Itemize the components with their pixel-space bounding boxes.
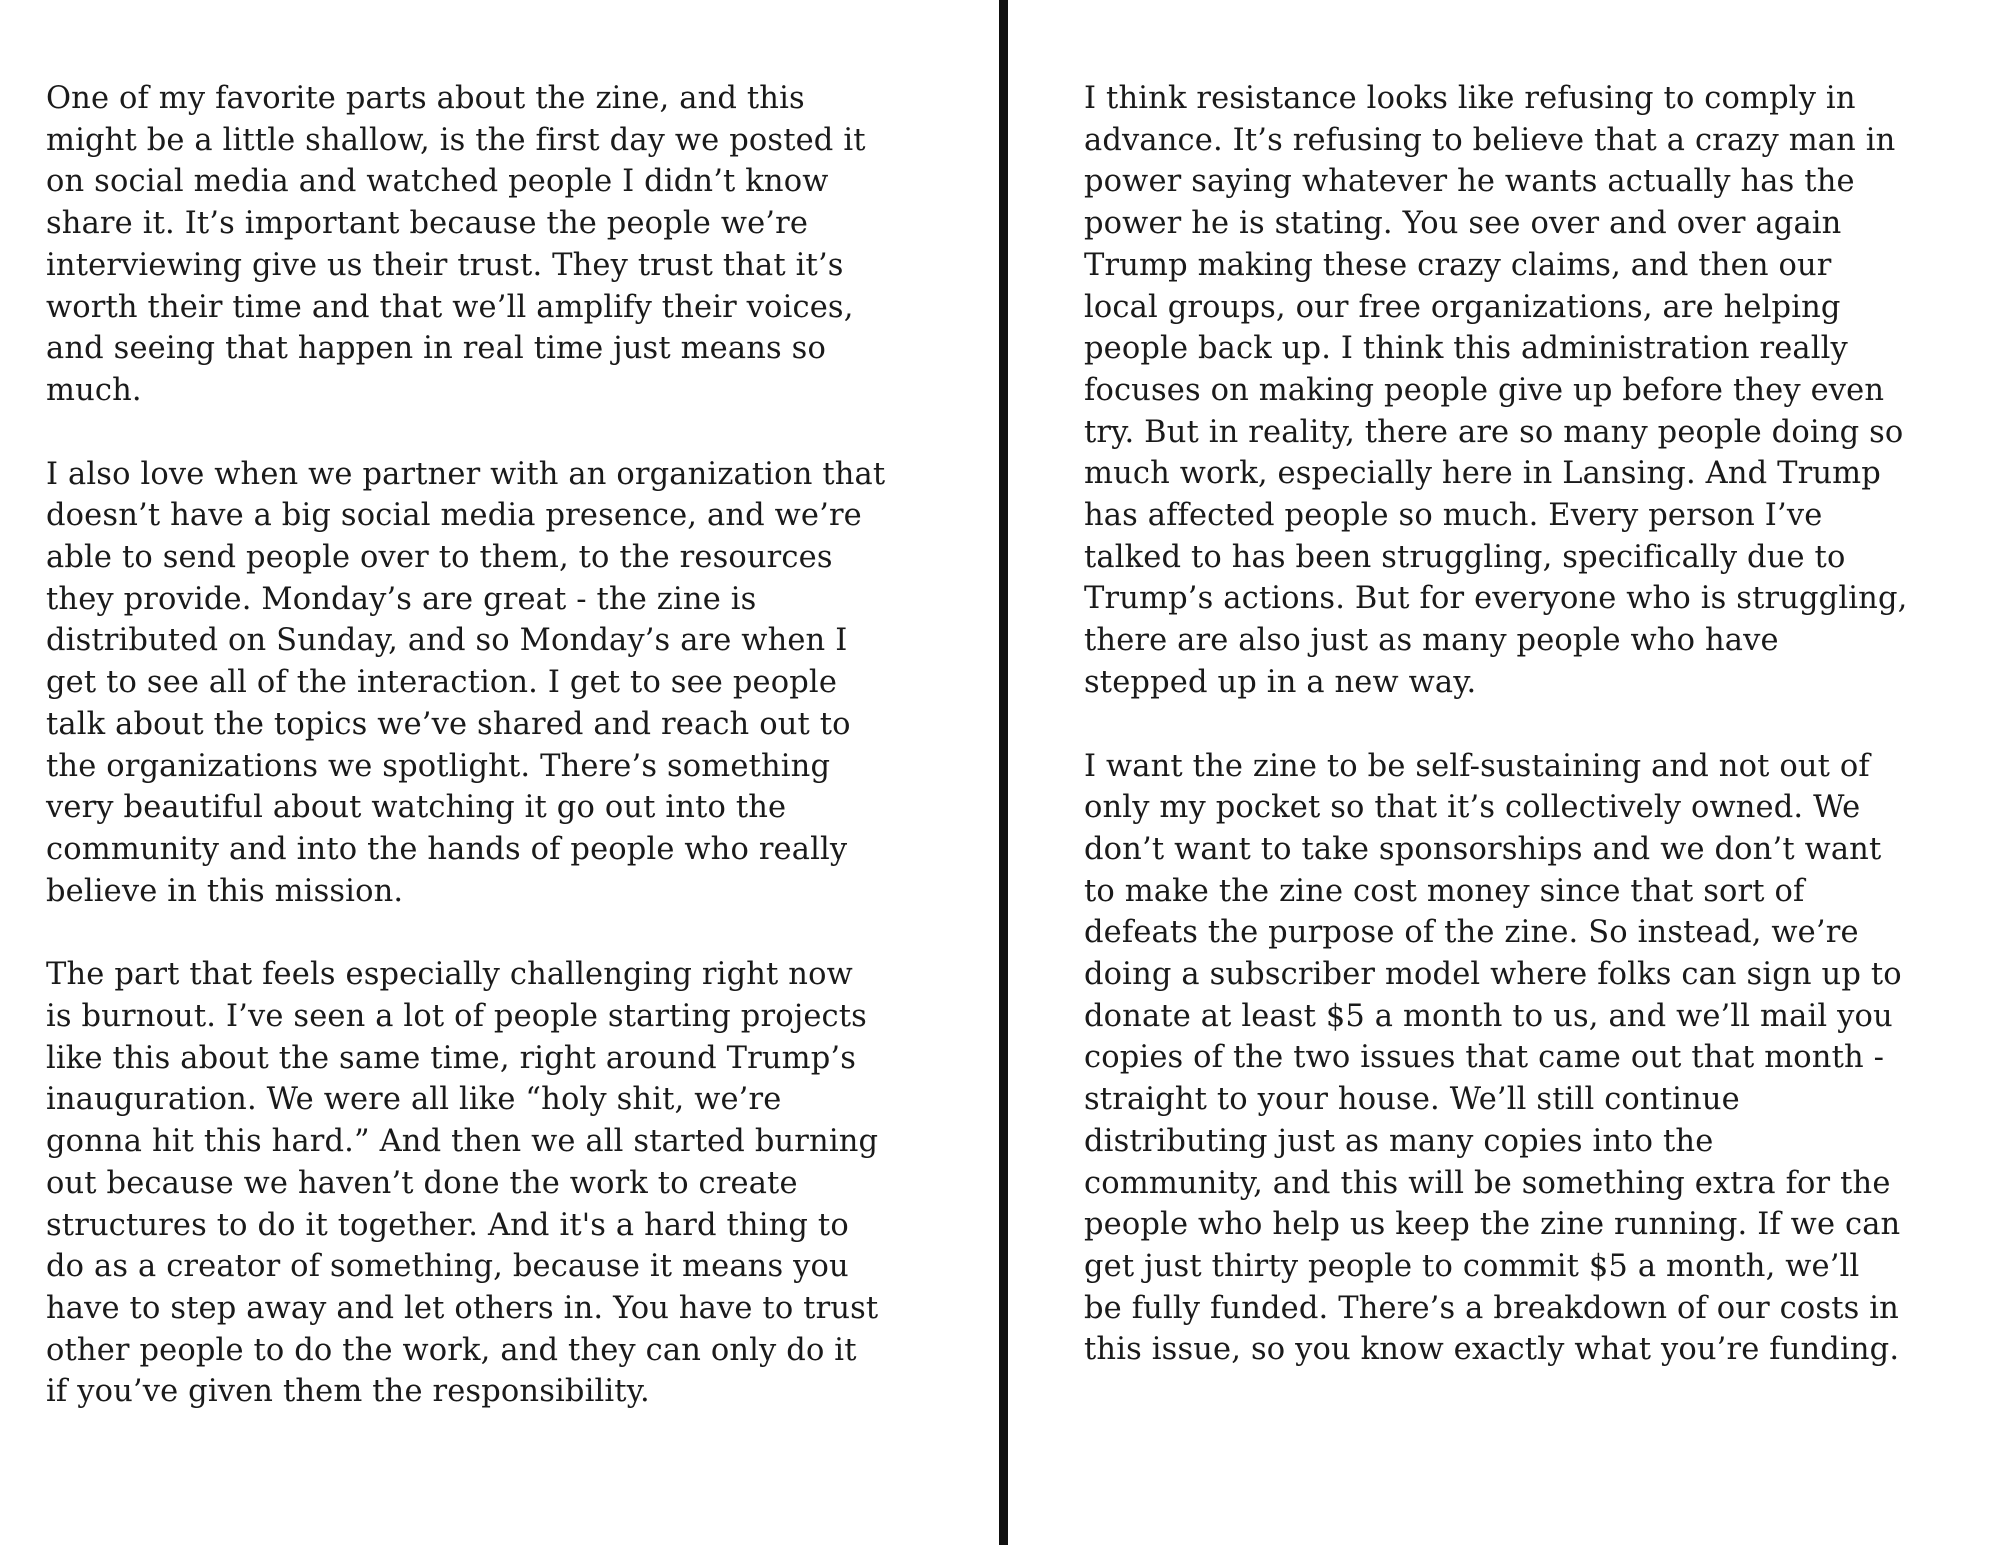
left-paragraph-2: I also love when we partner with an organization that doesn’t have a big social media presence, and we’re able to send people over to them, to the resources they provide. Monday’s are great - the zine is distributed on Sunday, and so Monday’s are when I get to see all of the interaction. I get to see people talk about the topics we’ve shared and reach out to the organizations we spotlight. There’s something very beautiful about watching it go out into the community and into the hands of people who really believe in this mission.: [46, 456, 886, 909]
right-page: [1008, 0, 2000, 1545]
left-paragraph-3: The part that feels especially challenging right now is burnout. I’ve seen a lot of people starting projects like this about the same time, right around Trump’s inauguration. We were all like “holy shit, we’re gonna hit this hard.” And then we all started burning out because we haven’t done the work to create structures to do it together. And it's a hard thing to do as a creator of something, because it means you have to step away and let others in. You have to trust other people to do the work, and they can only do it if you’ve given them the responsibility.: [46, 957, 879, 1410]
right-paragraph-2: I want the zine to be self-sustaining and not out of only my pocket so that it’s collectively owned. We don’t want to take sponsorships and we don’t want to make the zine cost money since that sort of defeats the purpose of the zine. So instead, we’re doing a subscriber model where folks can sign up to donate at least $5 a month to us, and we’ll mail you copies of the two issues that came out that month - straight to your house. We’ll still continue distributing just as many copies into the community, and this will be something extra for the people who help us keep the zine running. If we can get just thirty people to commit $5 a month, we’ll be fully funded. There’s a breakdown of our costs in this issue, so you know exactly what you’re funding.: [1084, 748, 1902, 1368]
left-paragraph-1: One of my favorite parts about the zine, and this might be a little shallow, is the first day we posted it on social media and watched people I didn’t know share it. It’s important because the people we’re interviewing give us their trust. They trust that it’s worth their time and that we’ll amplify their voices, and seeing that happen in real time just means so much.: [46, 81, 866, 408]
page-divider: [999, 0, 1008, 1545]
right-paragraph-1: I think resistance looks like refusing to comply in advance. It’s refusing to believe that a crazy man in power saying whatever he wants actually has the power he is stating. You see over and over again Trump making these crazy claims, and then our local groups, our free organizations, are helping people back up. I think this administration really focuses on making people give up before they even try. But in reality, there are so many people doing so much work, especially here in Lansing. And Trump has affected people so much. Every person I’ve talked to has been struggling, specifically due to Trump’s actions. But for everyone who is struggling, there are also just as many people who have stepped up in a new way.: [1084, 81, 1908, 700]
